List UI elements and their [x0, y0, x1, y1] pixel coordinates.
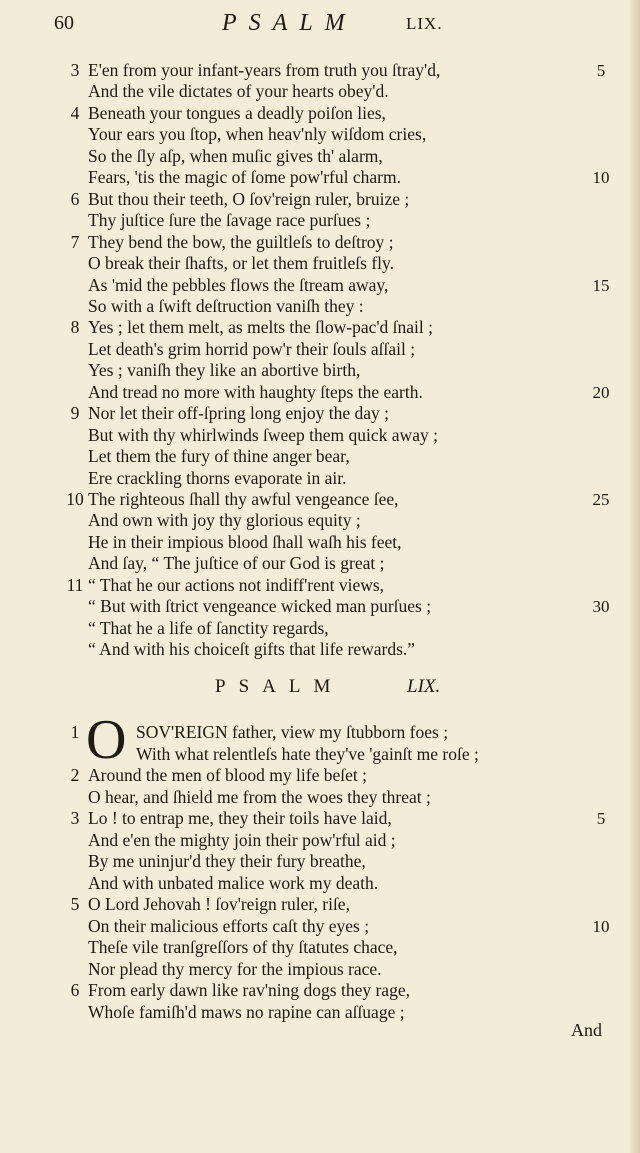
- verse-text: O hear, and ſhield me from the woes they threat ;: [88, 786, 431, 807]
- verse-text: Beneath your tongues a deadly poiſon lies,: [88, 102, 386, 123]
- verse-text: He in their impious blood ſhall waſh his feet,: [88, 531, 402, 552]
- verse-text: From early dawn like rav'ning dogs they rage,: [88, 980, 410, 1000]
- verse-line: [0, 894, 640, 915]
- verse-text: SOV'REIGN father, view my ſtubborn foes ;: [136, 722, 449, 742]
- verse-line: [0, 425, 640, 446]
- verse-line: [0, 851, 640, 872]
- verse-number: 5: [70, 894, 80, 914]
- verse-text: Let death's grim horrid pow'r their ſouls aſſail ;: [88, 338, 416, 359]
- verse-line: [0, 382, 640, 403]
- verse-line: [0, 873, 640, 894]
- verse-number: 6: [70, 188, 80, 209]
- verse-line: [0, 167, 640, 188]
- verse-line: [0, 189, 640, 210]
- running-header: [0, 10, 640, 40]
- verse-line: [0, 830, 640, 851]
- verse-number: 3: [70, 808, 80, 828]
- line-number: 30: [592, 597, 610, 617]
- header-psalm-number: LIX.: [406, 14, 443, 33]
- verse-line: [0, 253, 640, 274]
- verse-text: As 'mid the pebbles flows the ſtream away,: [88, 274, 389, 295]
- verse-text: Thy juſtice ſure the ſavage race purſues ;: [88, 210, 371, 231]
- psalm-title-word: PSALM: [215, 676, 344, 697]
- verse-line: [0, 275, 640, 296]
- verse-text: By me uninjur'd they their fury breathe,: [88, 851, 366, 871]
- verse-line: [0, 232, 640, 253]
- verse-number: 11: [66, 574, 84, 595]
- verse-text: The righteous ſhall thy awful vengeance ſee,: [88, 489, 399, 509]
- verse-number: 2: [70, 765, 80, 785]
- verse-line: [0, 765, 640, 786]
- verse-text: Ere crackling thorns evaporate in air.: [88, 467, 347, 488]
- psalm-title: [0, 676, 640, 702]
- verse-text: Yes ; vaniſh they like an abortive birth,: [88, 360, 361, 381]
- verse-text: Your ears you ſtop, when heav'nly wiſdom cries,: [88, 124, 427, 145]
- verse-line: [0, 81, 640, 102]
- verse-line: [0, 722, 640, 743]
- verse-line: [0, 60, 640, 81]
- verse-text: But with thy whirlwinds ſweep them quick away ;: [88, 424, 438, 445]
- psalm-title-number: LIX.: [407, 676, 441, 697]
- verse-number: 4: [70, 102, 80, 123]
- verse-text: And own with joy thy glorious equity ;: [88, 510, 361, 531]
- verse-line: [0, 959, 640, 980]
- verse-text: And the vile dictates of your hearts obey'd.: [88, 81, 389, 102]
- verse-line: [0, 639, 640, 660]
- verse-line: [0, 618, 640, 639]
- header-title: PSALM: [222, 10, 357, 36]
- verse-text: But thou their teeth, O ſov'reign ruler, bruize ;: [88, 188, 410, 209]
- page-number: 60: [54, 12, 74, 34]
- verse-line: [0, 468, 640, 489]
- drop-cap: O: [86, 709, 127, 771]
- verse-text: Whoſe famiſh'd maws no rapine can aſſuage ;: [88, 1001, 405, 1022]
- verse-number: 10: [66, 489, 84, 509]
- verse-text: They bend the bow, the guiltleſs to deſtroy ;: [88, 231, 394, 252]
- verse-line: [0, 575, 640, 596]
- verse-text: On their malicious efforts caſt thy eyes ;: [88, 915, 370, 936]
- verse-number: 8: [70, 317, 80, 338]
- verse-text: So the ſly aſp, when muſic gives th' alarm,: [88, 145, 383, 166]
- verse-number: 1: [70, 722, 80, 742]
- verse-text: Yes ; let them melt, as melts the ſlow-pac'd ſnail ;: [88, 317, 434, 338]
- verse-text: O break their ſhafts, or let them fruitleſs fly.: [88, 253, 394, 274]
- verse-number: 7: [70, 231, 80, 252]
- verse-text: And e'en the mighty join their pow'rful aid ;: [88, 829, 396, 850]
- verse-line: [0, 916, 640, 937]
- verse-text: “ That he our actions not indiff'rent views,: [88, 574, 385, 595]
- verse-text: And tread no more with haughty ſteps the earth.: [88, 381, 423, 402]
- verse-text: And with unbated malice work my death.: [88, 872, 379, 893]
- verse-number: 6: [70, 980, 80, 1000]
- verse-line: [0, 446, 640, 467]
- line-number: 5: [596, 61, 606, 80]
- verse-line: [0, 146, 640, 167]
- verse-text: Nor let their off-ſpring long enjoy the day ;: [88, 403, 389, 424]
- verse-line: [0, 744, 640, 765]
- verse-line: [0, 532, 640, 553]
- verse-text: “ That he a life of ſanctity regards,: [88, 617, 329, 638]
- verse-line: [0, 210, 640, 231]
- verse-text: Let them the fury of thine anger bear,: [88, 446, 350, 467]
- verse-line: [0, 1002, 640, 1023]
- verse-line: [0, 937, 640, 958]
- verse-text: Lo ! to entrap me, they their toils have laid,: [88, 808, 392, 828]
- verse-line: [0, 510, 640, 531]
- line-number: 20: [592, 382, 610, 402]
- verse-text: “ And with his choiceſt gifts that life rewards.”: [88, 639, 416, 660]
- catchword: And: [571, 1020, 602, 1040]
- line-number: 25: [592, 490, 610, 509]
- verse-line: [0, 296, 640, 317]
- verse-text: And ſay, “ The juſtice of our God is great ;: [88, 553, 385, 574]
- verse-line: [0, 980, 640, 1001]
- verse-text: O Lord Jehovah ! ſov'reign ruler, riſe,: [88, 894, 350, 914]
- verse-line: [0, 808, 640, 829]
- verse-line: [0, 553, 640, 574]
- verse-line: [0, 403, 640, 424]
- verse-text: “ But with ſtrict vengeance wicked man purſues ;: [88, 596, 432, 617]
- verse-number: 9: [70, 403, 80, 424]
- verse-number: 3: [70, 60, 80, 80]
- verse-line: [0, 489, 640, 510]
- verse-text: Theſe vile tranſgreſſors of thy ſtatutes chace,: [88, 937, 398, 957]
- verse-text: Nor plead thy mercy for the impious race.: [88, 958, 382, 979]
- verse-line: [0, 596, 640, 617]
- line-number: 10: [592, 168, 610, 188]
- verse-text: Around the men of blood my life beſet ;: [88, 765, 367, 785]
- line-number: 5: [596, 809, 606, 828]
- verse-text: Fears, 'tis the magic of ſome pow'rful charm.: [88, 167, 401, 188]
- verse-line: [0, 360, 640, 381]
- line-number: 10: [592, 916, 610, 936]
- verse-text: E'en from your infant-years from truth you ſtray'd,: [88, 60, 441, 80]
- verse-text: With what relentleſs hate they've 'gainſt me roſe ;: [136, 743, 479, 764]
- verse-line: [0, 103, 640, 124]
- line-number: 15: [592, 275, 610, 295]
- verse-line: [0, 317, 640, 338]
- verse-line: [0, 124, 640, 145]
- verse-line: [0, 787, 640, 808]
- verse-text: So with a ſwift deſtruction vaniſh they :: [88, 295, 364, 316]
- verse-line: [0, 339, 640, 360]
